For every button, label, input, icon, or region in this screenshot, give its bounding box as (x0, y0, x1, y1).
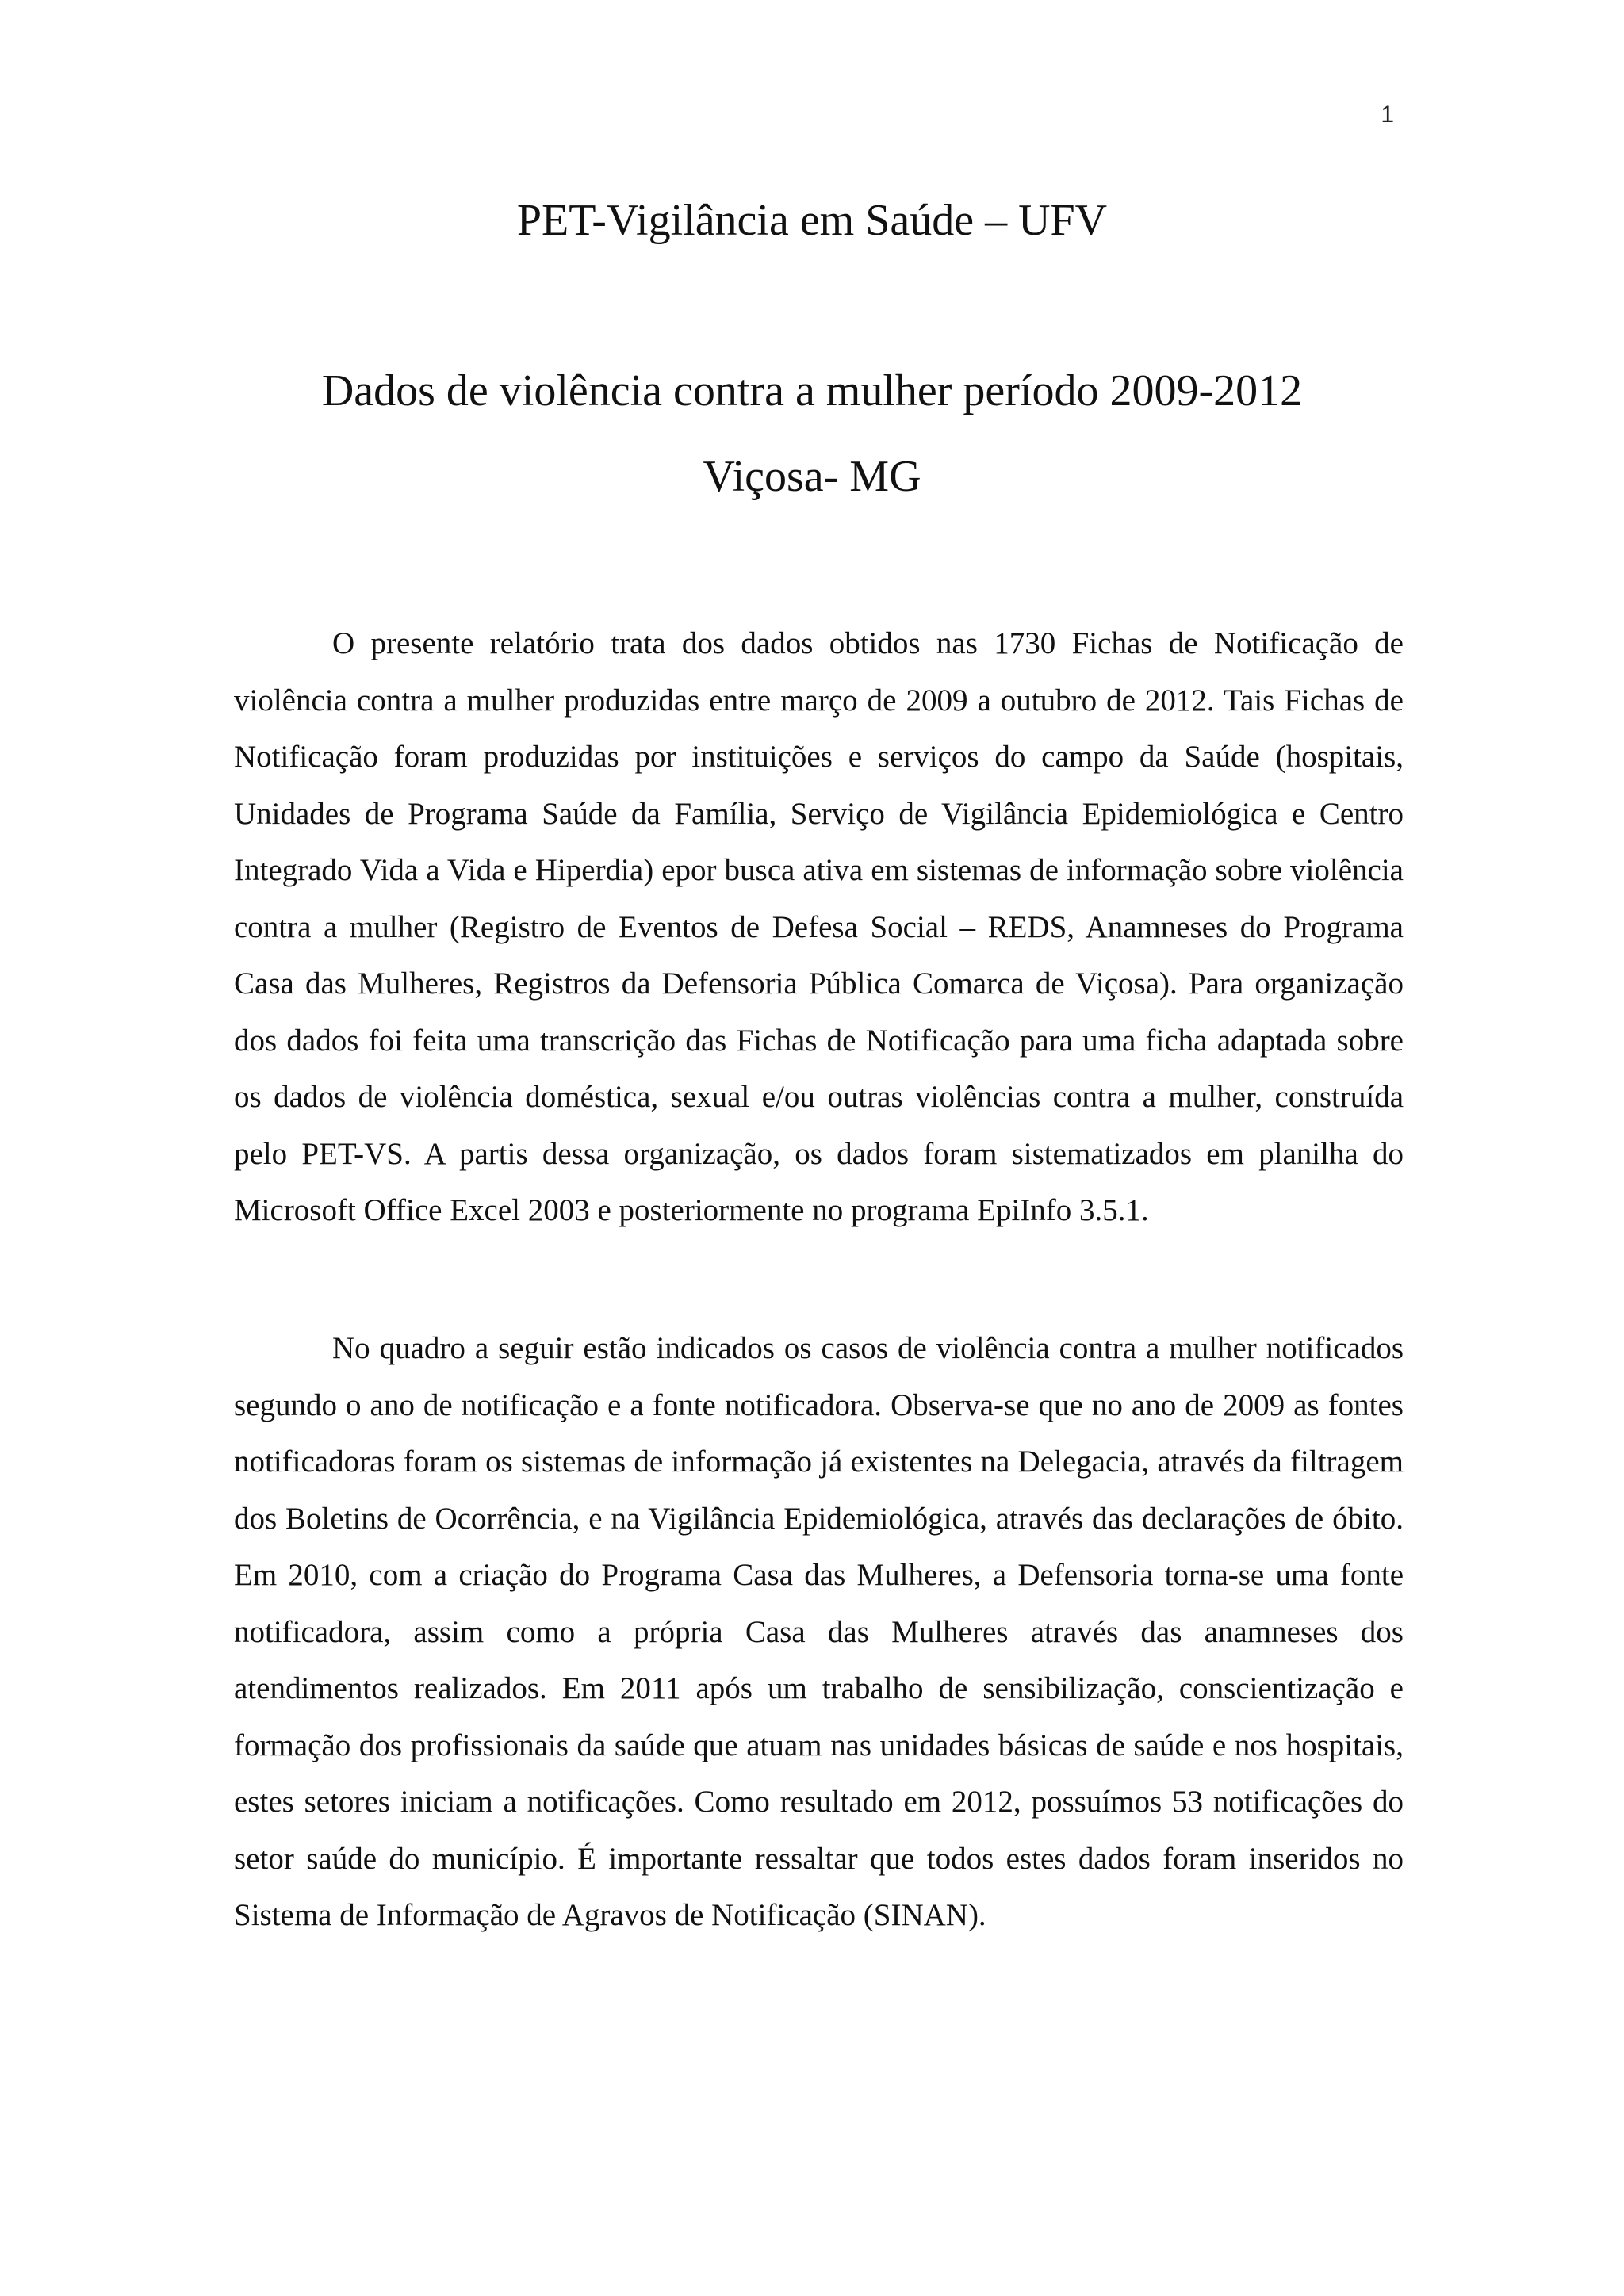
program-heading: PET-Vigilância em Saúde – UFV (516, 196, 1108, 245)
body-paragraph-1: O presente relatório trata dos dados obtidos nas 1730 Fichas de Notificação de violência contra a mulher produzidas entre março de 2009 a outubro de 2012. Tais Fichas de Notificação foram produzidas por instituições e serviços do campo da Saúde (hospitais, Unidades de Programa Saúde da Família, Serviço de Vigilância Epidemiológica e Centro Integrado Vida a Vida e Hiperdia) epor busca ativa em sistemas de informação sobre violência contra a mulher (Registro de Eventos de Defesa Social – REDS, Anamneses do Programa Casa das Mulheres, Registros da Defensoria Pública Comarca de Viçosa). Para organização dos dados foi feita uma transcrição das Fichas de Notificação para uma ficha adaptada sobre os dados de violência doméstica, sexual e/ou outras violências contra a mulher, construída pelo PET-VS. A partis dessa organização, os dados foram sistematizados em planilha do Microsoft Office Excel 2003 e posteriormente no programa EpiInfo 3.5.1. (234, 626, 1404, 1227)
page-number: 1 (1381, 101, 1394, 128)
report-location: Viçosa- MG (703, 452, 921, 501)
report-title: Dados de violência contra a mulher período 2009-2012 (321, 366, 1303, 415)
body-paragraph-2: No quadro a seguir estão indicados os casos de violência contra a mulher notificados segundo o ano de notificação e a fonte notificadora. Observa-se que no ano de 2009 as fontes notificadoras foram os sistemas de informação já existentes na Delegacia, através da filtragem dos Boletins de Ocorrência, e na Vigilância Epidemiológica, através das declarações de óbito. Em 2010, com a criação do Programa Casa das Mulheres, a Defensoria torna-se uma fonte notificadora, assim como a própria Casa das Mulheres através das anamneses dos atendimentos realizados. Em 2011 após um trabalho de sensibilização, conscientização e formação dos profissionais da saúde que atuam nas unidades básicas de saúde e nos hospitais, estes setores iniciam a notificações. Como resultado em 2012, possuímos 53 notificações do setor saúde do município. É importante ressaltar que todos estes dados foram inseridos no Sistema de Informação de Agravos de Notificação (SINAN). (234, 1331, 1404, 1932)
